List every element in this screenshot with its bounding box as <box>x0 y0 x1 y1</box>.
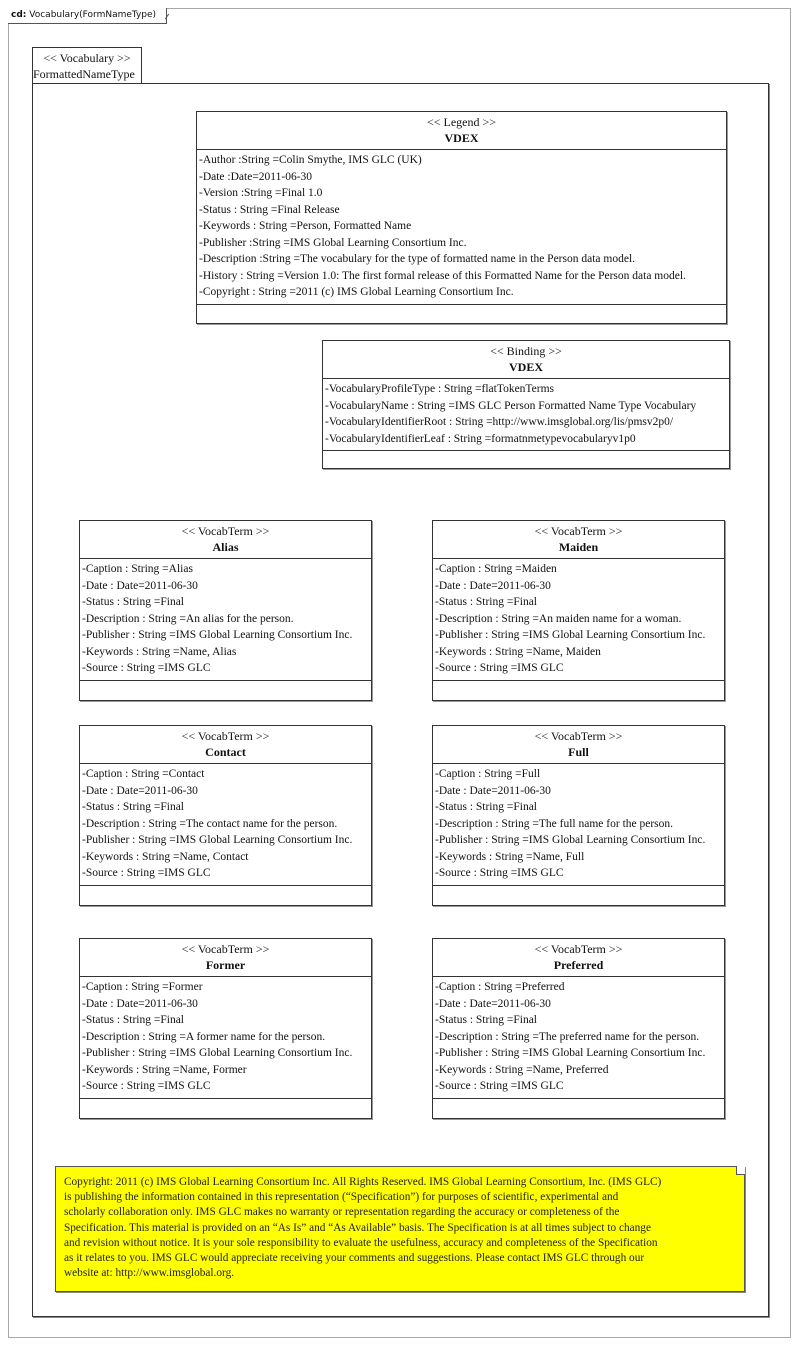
attribute: -History : String =Version 1.0: The first formal release of this Formatted Name for the Person data model. <box>199 269 686 282</box>
attribute: -Caption : String =Contact <box>82 768 205 780</box>
attribute: -Source : String =IMS GLC <box>82 1080 211 1092</box>
attribute: -Status : String =Final <box>82 1014 185 1026</box>
note-line: is publishing the information contained in this representation (“Specification”) for purposes of scientific, experimental and <box>64 1191 619 1204</box>
package-name: FormattedNameType <box>33 67 135 81</box>
class-title: VDEX <box>508 360 543 374</box>
attribute: -Source : String =IMS GLC <box>82 662 211 674</box>
attribute: -Keywords : String =Name, Maiden <box>435 645 601 658</box>
class-header <box>433 521 724 559</box>
note-line: and revision without notice. It is your sole responsibility to evaluate the usefulness, accuracy and completeness of the Specification <box>64 1236 658 1249</box>
attribute: -Keywords : String =Name, Full <box>435 850 585 863</box>
vocab-term-contact[interactable] <box>79 725 372 906</box>
attribute: -Keywords : String =Name, Alias <box>82 645 237 658</box>
attribute: -Status : String =Final <box>82 801 185 813</box>
class-stereotype: << VocabTerm >> <box>534 524 623 538</box>
vocab-term-full[interactable] <box>432 725 725 906</box>
class-header <box>80 726 371 764</box>
class-title: Contact <box>205 745 246 759</box>
class-stereotype: << VocabTerm >> <box>181 729 270 743</box>
class-stereotype: << VocabTerm >> <box>534 729 623 743</box>
class-header <box>433 726 724 764</box>
attribute: -Source : String =IMS GLC <box>435 662 564 674</box>
class-attributes <box>80 977 371 1099</box>
attribute: -Publisher : String =IMS Global Learning Consortium Inc. <box>82 629 353 641</box>
class-attributes <box>197 150 726 305</box>
attribute: -Description : String =The preferred name for the person. <box>435 1030 700 1043</box>
class-header <box>197 112 726 150</box>
attribute: -Description : String =The full name for the person. <box>435 817 674 830</box>
class-header <box>80 939 371 977</box>
class-operations <box>80 681 371 699</box>
frame-prefix: cd: <box>11 10 27 20</box>
attribute: -Status : String =Final <box>435 1014 538 1026</box>
attribute: -Version :String =Final 1.0 <box>199 187 323 199</box>
attribute: -Description :String =The vocabulary for the type of formatted name in the Person data model. <box>199 253 636 265</box>
class-stereotype: << VocabTerm >> <box>534 942 623 956</box>
attribute: -Date : Date=2011-06-30 <box>82 579 198 592</box>
class-operations <box>197 305 726 323</box>
note-line: website at: http://www.imsglobal.org. <box>64 1267 235 1280</box>
class-title: Preferred <box>553 958 604 972</box>
attribute: -Caption : String =Preferred <box>435 981 565 993</box>
attribute: -Date :Date=2011-06-30 <box>199 170 313 183</box>
attribute: -Publisher : String =IMS Global Learning Consortium Inc. <box>82 1047 353 1059</box>
attribute: -Source : String =IMS GLC <box>82 867 211 879</box>
attribute: -Keywords : String =Person, Formatted Name <box>199 220 412 232</box>
note-fold-corner-icon <box>736 1166 745 1175</box>
attribute: -Caption : String =Former <box>82 981 203 993</box>
class-stereotype: << VocabTerm >> <box>181 942 270 956</box>
attribute: -Publisher :String =IMS Global Learning Consortium Inc. <box>199 236 467 249</box>
note-line: as it relates to you. IMS GLC would appreciate receiving your comments and suggestions. Please contact IMS GLC through our <box>64 1252 645 1265</box>
class-stereotype: << Binding >> <box>490 344 562 358</box>
attribute: -VocabularyName : String =IMS GLC Person Formatted Name Type Vocabulary <box>325 399 697 412</box>
class-title: VDEX <box>444 131 479 145</box>
attribute: -Keywords : String =Name, Former <box>82 1063 247 1076</box>
attribute: -Status : String =Final <box>82 596 185 608</box>
attribute: -Description : String =An alias for the person. <box>82 612 294 625</box>
copyright-note[interactable] <box>55 1166 745 1292</box>
class-attributes <box>433 977 724 1099</box>
note-line: scholarly collaboration only. IMS GLC makes no warranty or representation regarding the accuracy or completeness of the <box>64 1206 620 1219</box>
class-stereotype: << Legend >> <box>426 115 497 129</box>
frame-title: Vocabulary(FormNameType) <box>29 10 157 20</box>
class-attributes <box>323 379 729 451</box>
class-title: Former <box>205 958 246 972</box>
attribute: -Copyright : String =2011 (c) IMS Global Learning Consortium Inc. <box>199 286 514 298</box>
class-operations <box>80 886 371 904</box>
attribute: -Caption : String =Full <box>435 768 541 780</box>
class-title: Maiden <box>558 540 599 554</box>
attribute: -Date : Date=2011-06-30 <box>82 997 198 1010</box>
attribute: -Status : String =Final <box>435 801 538 813</box>
class-operations <box>323 451 729 469</box>
class-attributes <box>433 559 724 681</box>
attribute: -VocabularyIdentifierRoot : String =http://www.imsglobal.org/lis/pmsv2p0/ <box>325 416 674 428</box>
attribute: -Caption : String =Maiden <box>435 563 557 575</box>
attribute: -Date : Date=2011-06-30 <box>82 784 198 797</box>
class-attributes <box>80 559 371 681</box>
attribute: -Author :String =Colin Smythe, IMS GLC (UK) <box>199 154 422 166</box>
class-operations <box>433 681 724 699</box>
class-header <box>323 341 729 379</box>
attribute: -Date : Date=2011-06-30 <box>435 579 551 592</box>
class-stereotype: << VocabTerm >> <box>181 524 270 538</box>
attribute: -Keywords : String =Name, Contact <box>82 850 249 863</box>
class-attributes <box>80 764 371 886</box>
attribute: -Publisher : String =IMS Global Learning Consortium Inc. <box>82 834 353 846</box>
vocab-term-former[interactable] <box>79 938 372 1119</box>
attribute: -Publisher : String =IMS Global Learning Consortium Inc. <box>435 629 706 641</box>
vocab-term-maiden[interactable] <box>432 520 725 701</box>
class-title: Full <box>568 745 589 759</box>
diagram-frame-label <box>8 8 167 24</box>
class-header <box>80 521 371 559</box>
attribute: -Source : String =IMS GLC <box>435 1080 564 1092</box>
attribute: -Caption : String =Alias <box>82 563 193 575</box>
package-stereotype: << Vocabulary >> <box>43 51 131 65</box>
note-text <box>64 1175 736 1281</box>
class-operations <box>80 1099 371 1117</box>
attribute: -VocabularyIdentifierLeaf : String =formatnmetypevocabularyv1p0 <box>325 432 636 445</box>
class-operations <box>433 1099 724 1117</box>
note-line: Specification. This material is provided on an “As Is” and “As Available” basis. The Specification is at all times subject to change <box>64 1221 651 1234</box>
legend-class[interactable] <box>196 111 727 324</box>
attribute: -Publisher : String =IMS Global Learning Consortium Inc. <box>435 834 706 846</box>
attribute: -Date : Date=2011-06-30 <box>435 784 551 797</box>
attribute: -Description : String =The contact name for the person. <box>82 817 338 830</box>
class-header <box>433 939 724 977</box>
vocab-term-alias[interactable] <box>79 520 372 701</box>
binding-class[interactable] <box>322 340 730 469</box>
class-operations <box>433 886 724 904</box>
note-line: Copyright: 2011 (c) IMS Global Learning Consortium Inc. All Rights Reserved. IMS Global Learning Consortium, Inc. (IMS GLC) <box>64 1176 662 1188</box>
attribute: -Publisher : String =IMS Global Learning Consortium Inc. <box>435 1047 706 1059</box>
attribute: -Description : String =A former name for the person. <box>82 1030 326 1043</box>
class-title: Alias <box>212 540 239 554</box>
attribute: -Keywords : String =Name, Preferred <box>435 1063 609 1076</box>
class-attributes <box>433 764 724 886</box>
attribute: -Date : Date=2011-06-30 <box>435 997 551 1010</box>
attribute: -Description : String =An maiden name for a woman. <box>435 612 682 625</box>
vocab-term-preferred[interactable] <box>432 938 725 1119</box>
package-tab[interactable] <box>32 47 142 84</box>
attribute: -VocabularyProfileType : String =flatTokenTerms <box>325 383 555 395</box>
attribute: -Status : String =Final Release <box>199 203 340 216</box>
attribute: -Status : String =Final <box>435 596 538 608</box>
attribute: -Source : String =IMS GLC <box>435 867 564 879</box>
